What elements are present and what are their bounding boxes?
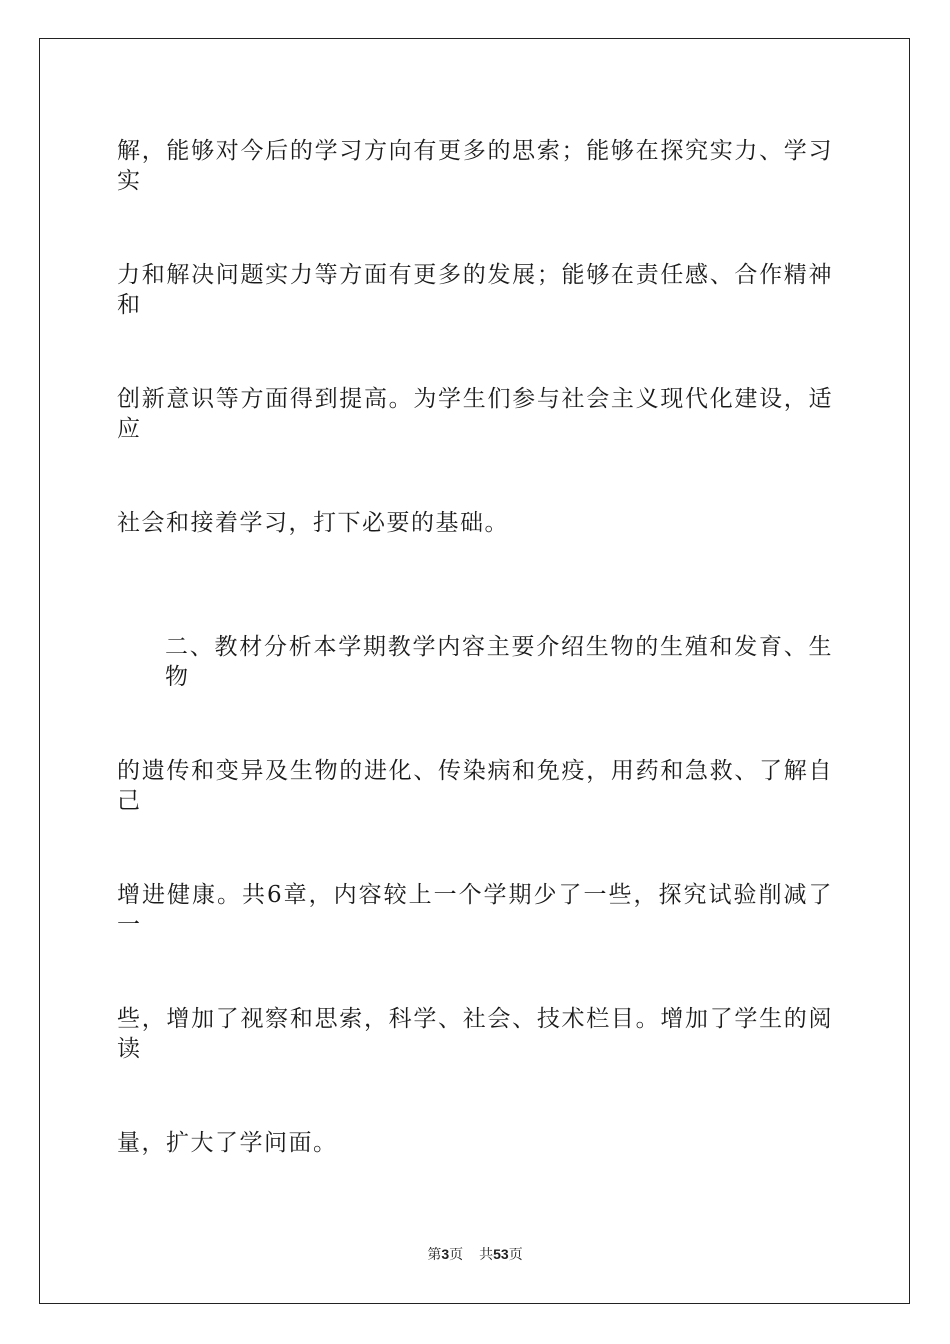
body-text-line: 些，增加了视察和思索，科学、社会、技术栏目。增加了学生的阅读 xyxy=(117,1006,833,1062)
page-total: 53 xyxy=(493,1246,509,1262)
body-text-line: 力和解决问题实力等方面有更多的发展；能够在责任感、合作精神和 xyxy=(117,262,833,318)
page-prefix: 第 xyxy=(427,1247,442,1263)
body-text-line: 创新意识等方面得到提高。为学生们参与社会主义现代化建设，适应 xyxy=(117,386,833,442)
section-heading-line: 二、教材分析本学期教学内容主要介绍生物的生殖和发育、生物 xyxy=(165,634,833,690)
page-footer xyxy=(0,1245,950,1264)
body-text-line: 社会和接着学习，打下必要的基础。 xyxy=(117,510,509,536)
body-text-line: 解，能够对今后的学习方向有更多的思索；能够在探究实力、学习实 xyxy=(117,138,833,194)
total-prefix: 共 xyxy=(479,1247,494,1263)
body-text-line: 增进健康。共6章，内容较上一个学期少了一些，探究试验削减了一 xyxy=(117,882,833,938)
page-suffix: 页 xyxy=(449,1247,464,1263)
total-suffix: 页 xyxy=(508,1247,523,1263)
body-text-line: 量，扩大了学问面。 xyxy=(117,1130,338,1156)
body-text-line: 的遗传和变异及生物的进化、传染病和免疫，用药和急救、了解自己 xyxy=(117,758,833,814)
page-current: 3 xyxy=(441,1246,450,1262)
